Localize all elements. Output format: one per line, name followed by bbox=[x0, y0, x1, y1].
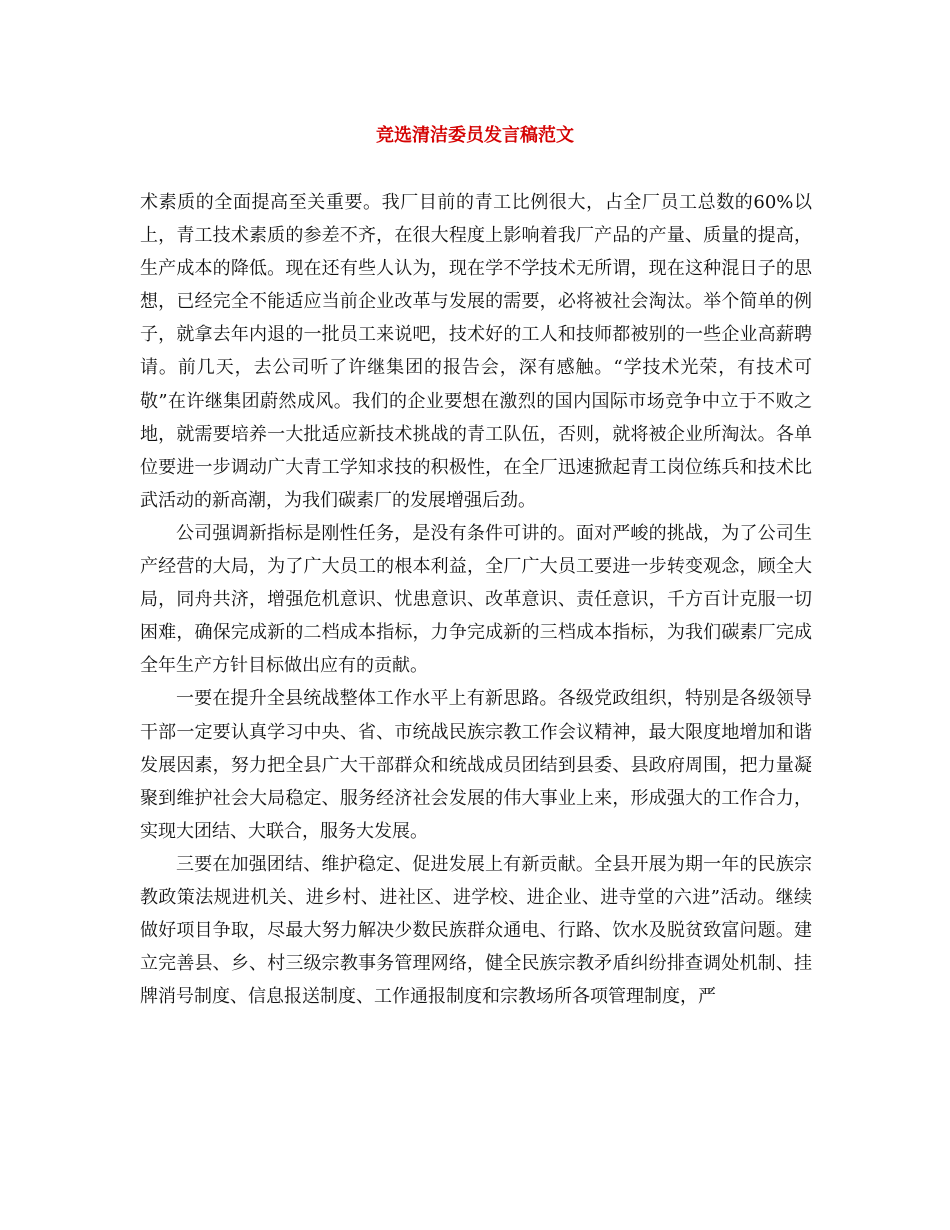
document-title: 竞选清洁委员发言稿范文 bbox=[376, 125, 574, 146]
paragraph-4: 三要在加强团结、维护稳定、促进发展上有新贡献。全县开展为期一年的民族宗教政策法规进机关、进乡村、进社区、进学校、进企业、进寺堂的六进”活动。继续做好项目争取，尽最大努力解决少数民族群众通电、行路、饮水及脱贫致富问题。建立完善县、乡、村三级宗教事务管理网络，健全民族宗教矛盾纠纷排查调处机制、挂牌消号制度、信息报送制度、工作通报制度和宗教场所各项管理制度，严 bbox=[140, 853, 812, 1008]
document-body bbox=[140, 186, 812, 1013]
paragraph-1: 术素质的全面提高至关重要。我厂目前的青工比例很大，占全厂员工总数的60%以上，青工技术素质的参差不齐，在很大程度上影响着我厂产品的产量、质量的提高，生产成本的降低。现在还有些人认为，现在学不学技术无所谓，现在这种混日子的思想，已经完全不能适应当前企业改革与发展的需要，必将被社会淘汰。举个简单的例子，就拿去年内退的一批员工来说吧，技术好的工人和技师都被别的一些企业高薪聘请。前几天，去公司听了许继集团的报告会，深有感触。“学技术光荣，有技术可敬”在许继集团蔚然成风。我们的企业要想在激烈的国内国际市场竞争中立于不败之地，就需要培养一大批适应新技术挑战的青工队伍，否则，就将被企业所淘汰。各单位要进一步调动广大青工学知求技的积极性，在全厂迅速掀起青工岗位练兵和技术比武活动的新高潮，为我们碳素厂的发展增强后劲。 bbox=[140, 192, 812, 511]
paragraph-3: 一要在提升全县统战整体工作水平上有新思路。各级党政组织，特别是各级领导干部一定要认真学习中央、省、市统战民族宗教工作会议精神，最大限度地增加和谐发展因素，努力把全县广大干部群众和统战成员团结到县委、县政府周围，把力量凝聚到维护社会大局稳定、服务经济社会发展的伟大事业上来，形成强大的工作合力，实现大团结、大联合，服务大发展。 bbox=[140, 688, 812, 842]
paragraph-2: 公司强调新指标是刚性任务，是没有条件可讲的。面对严峻的挑战，为了公司生产经营的大局，为了广大员工的根本利益，全厂广大员工要进一步转变观念，顾全大局，同舟共济，增强危机意识、忧患意识、改革意识、责任意识，千方百计克服一切困难，确保完成新的二档成本指标，力争完成新的三档成本指标，为我们碳素厂完成全年生产方针目标做出应有的贡献。 bbox=[140, 522, 812, 677]
